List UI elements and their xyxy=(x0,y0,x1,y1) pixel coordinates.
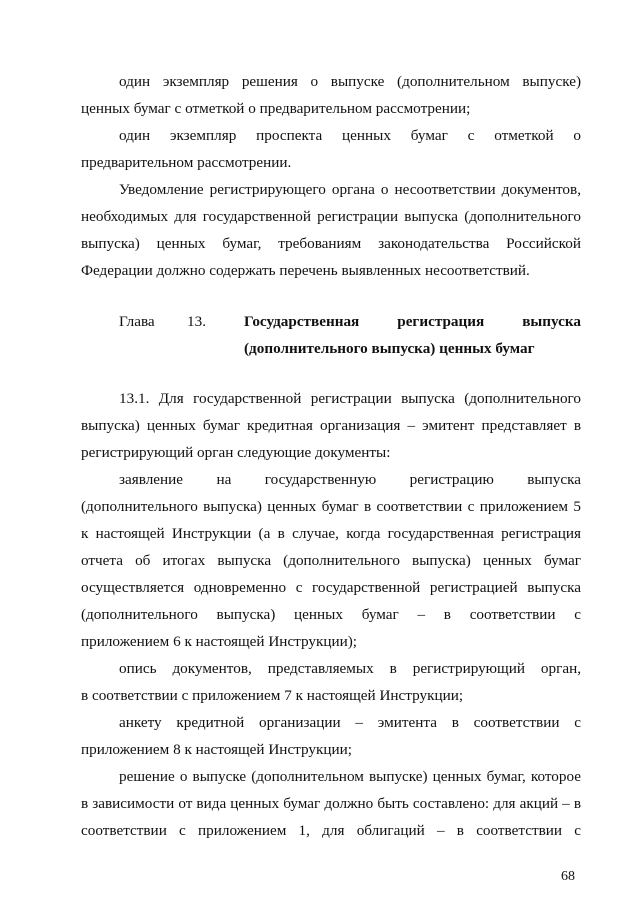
text-line: в соответствии с приложением 7 к настоящей Инструкции; xyxy=(81,687,464,704)
text-line: один экземпляр решения о выпуске (дополнительном выпуске) xyxy=(119,73,581,90)
text-line: заявление на государственную регистрацию выпуска xyxy=(119,471,581,488)
text-line: Уведомление регистрирующего органа о несоответствии документов, xyxy=(119,181,581,198)
text-line: решение о выпуске (дополнительном выпуске) ценных бумаг, которое xyxy=(119,768,581,785)
text-line: один экземпляр проспекта ценных бумаг с отметкой о xyxy=(119,127,581,144)
text-line: (дополнительного выпуска) ценных бумаг – в соответствии с xyxy=(81,606,581,623)
chapter-number: 13. xyxy=(187,313,206,330)
text-line: выпуска) ценных бумаг, требованиям законодательства Российской xyxy=(81,235,581,252)
text-line: приложением 6 к настоящей Инструкции); xyxy=(81,633,358,650)
text-line: (дополнительного выпуска) ценных бумаг в соответствии с приложением 5 xyxy=(81,498,581,515)
text-line: ценных бумаг с отметкой о предварительном рассмотрении; xyxy=(81,100,471,117)
text-line: 13.1. Для государственной регистрации выпуска (дополнительного xyxy=(119,390,581,407)
text-line: соответствии с приложением 1, для облигаций – в соответствии с xyxy=(81,822,581,839)
text-line: к настоящей Инструкции (а в случае, когда государственная регистрация xyxy=(81,525,581,542)
text-line: в зависимости от вида ценных бумаг должно быть составлено: для акций – в xyxy=(81,795,581,812)
text-line: Федерации должно содержать перечень выявленных несоответствий. xyxy=(81,262,530,279)
text-line: опись документов, представляемых в регистрирующий орган, xyxy=(119,660,581,677)
page-number: 68 xyxy=(561,869,575,884)
chapter-title-line-2: (дополнительного выпуска) ценных бумаг xyxy=(244,340,535,357)
text-line: отчета об итогах выпуска (дополнительного выпуска) ценных бумаг xyxy=(81,552,581,569)
text-line: анкету кредитной организации – эмитента в соответствии с xyxy=(119,714,581,731)
text-line: выпуска) ценных бумаг кредитная организация – эмитент представляет в xyxy=(81,417,581,434)
chapter-label: Глава xyxy=(119,313,155,330)
chapter-title-line-1: Государственная регистрация выпуска xyxy=(244,313,581,330)
text-line: осуществляется одновременно с государственной регистрацией выпуска xyxy=(81,579,581,596)
text-line: необходимых для государственной регистрации выпуска (дополнительного xyxy=(81,208,581,225)
text-line: предварительном рассмотрении. xyxy=(81,154,292,171)
text-line: приложением 8 к настоящей Инструкции; xyxy=(81,741,352,758)
text-line: регистрирующий орган следующие документы: xyxy=(81,444,391,461)
